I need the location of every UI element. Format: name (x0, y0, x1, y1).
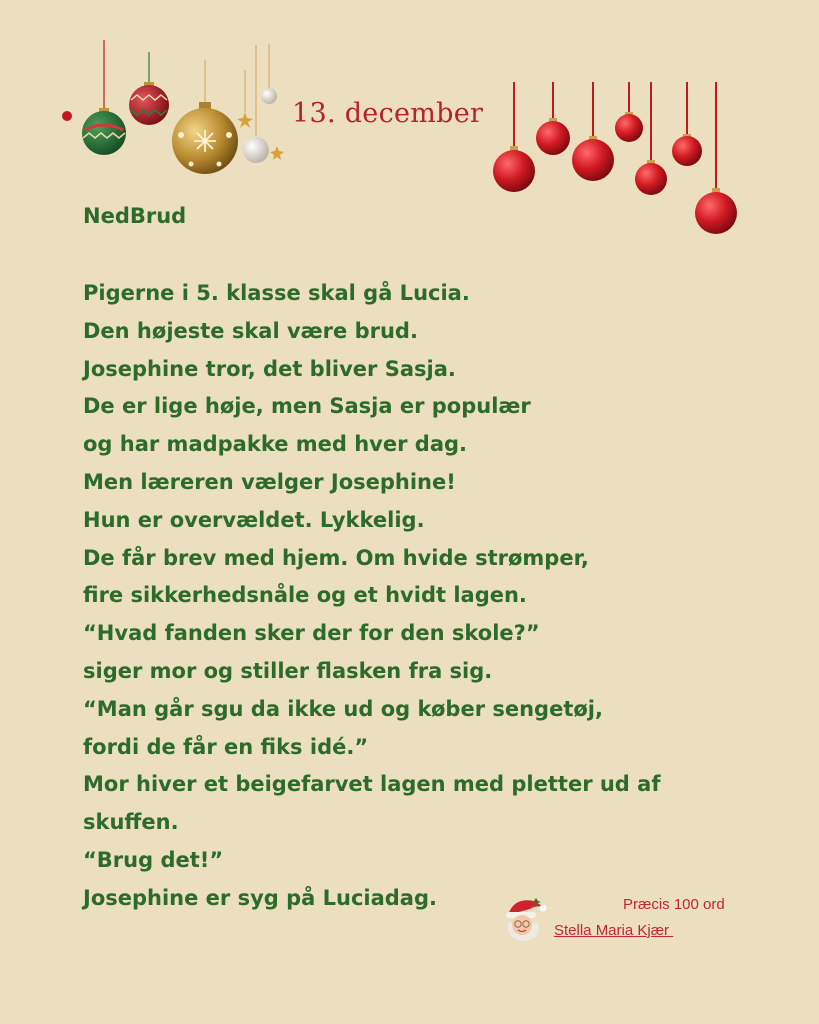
poem-line: “Hvad fanden sker der for den skole?” (83, 621, 540, 646)
poem-line: fire sikkerhedsnåle og et hvidt lagen. (83, 583, 527, 608)
poem-line: Pigerne i 5. klasse skal gå Lucia. (83, 281, 470, 305)
poem-line: “Brug det!” (83, 847, 224, 872)
red-baubles-icon (490, 78, 760, 248)
christmas-ornaments-icon (55, 40, 295, 230)
poem-line: Den højeste skal være brud. (83, 318, 418, 343)
poem-line: fordi de får en fiks idé.” (83, 734, 369, 759)
poem-line: Men læreren vælger Josephine! (83, 469, 456, 494)
santa-grandma-avatar-icon (500, 895, 550, 945)
poem-line: De får brev med hjem. Om hvide strømper, (83, 545, 589, 570)
poem-line: Hun er overvældet. Lykkelig. (83, 507, 425, 532)
word-count-note: Præcis 100 ord (623, 896, 725, 913)
author-link[interactable]: Stella Maria Kjær (554, 922, 670, 939)
poem-line: “Man går sgu da ikke ud og køber sengetøj, (83, 696, 603, 721)
poem-line: og har madpakke med hver dag. (83, 432, 467, 457)
poem-line: skuffen. (83, 810, 179, 835)
date-heading: 13. december (292, 98, 484, 129)
poem-line: Josephine er syg på Luciadag. (83, 885, 437, 910)
poem-line: De er lige høje, men Sasja er populær (83, 394, 531, 419)
poem-line: Josephine tror, det bliver Sasja. (83, 356, 456, 381)
poem-title: NedBrud (83, 204, 187, 228)
poem-body (83, 275, 743, 918)
poem-line: siger mor og stiller flasken fra sig. (83, 658, 493, 683)
poem-line: Mor hiver et beigefarvet lagen med pletter ud af (83, 772, 661, 797)
